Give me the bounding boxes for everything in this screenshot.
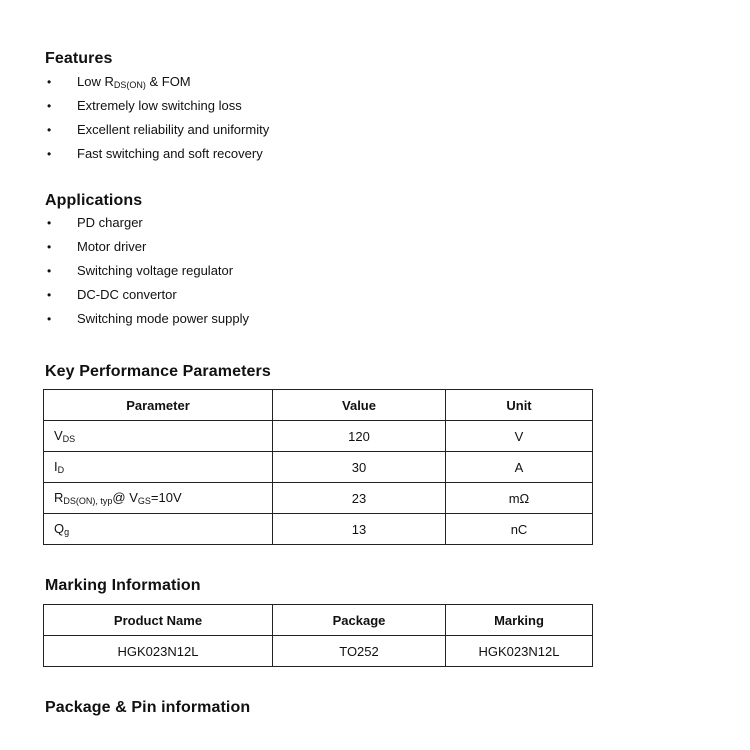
unit-cell: V [446,421,593,452]
parameter-cell: $Q_g$ [44,514,273,545]
value-cell: 23 [273,483,446,514]
parameter-cell: $R_{DS(ON), typ}@$ $V_{GS}=10V$ [44,483,273,514]
applications-list [45,213,249,333]
marking-heading: Marking Information [45,577,201,594]
column-header-product-name: Product Name [44,605,273,636]
column-header-marking: Marking [446,605,593,636]
list-item: • Switching voltage regulator [45,261,249,285]
unit-cell: A [446,452,593,483]
table-header-row [44,605,593,636]
product-name-cell: HGK023N12L [44,636,273,667]
features-list [45,72,269,168]
table-header-row [44,390,593,421]
package-pin-heading: Package & Pin information [45,699,251,716]
table-row [44,636,593,667]
parameter-cell: $V_{DS}$ [44,421,273,452]
table-row [44,483,593,514]
list-item: • Switching mode power supply [45,309,249,333]
table-row [44,452,593,483]
list-item: • DC-DC convertor [45,285,249,309]
marking-table [43,604,593,667]
table-row [44,514,593,545]
list-item: • Extremely low switching loss [45,96,269,120]
key-params-table [43,389,593,545]
column-header-package: Package [273,605,446,636]
parameter-cell: $I_D$ [44,452,273,483]
value-cell: 30 [273,452,446,483]
list-item: • Motor driver [45,237,249,261]
column-header-parameter: Parameter [44,390,273,421]
list-item: • Fast switching and soft recovery [45,144,269,168]
marking-cell: HGK023N12L [446,636,593,667]
table-row [44,421,593,452]
unit-cell: nC [446,514,593,545]
package-cell: TO252 [273,636,446,667]
features-heading: Features [45,50,113,67]
applications-heading: Applications [45,192,143,209]
column-header-value: Value [273,390,446,421]
value-cell: 120 [273,421,446,452]
value-cell: 13 [273,514,446,545]
unit-cell: mΩ [446,483,593,514]
column-header-unit: Unit [446,390,593,421]
list-item: • Low $R_{DS(ON)}$ & FOM [45,72,269,96]
key-params-heading: Key Performance Parameters [45,363,271,380]
list-item: • Excellent reliability and uniformity [45,120,269,144]
list-item: • PD charger [45,213,249,237]
